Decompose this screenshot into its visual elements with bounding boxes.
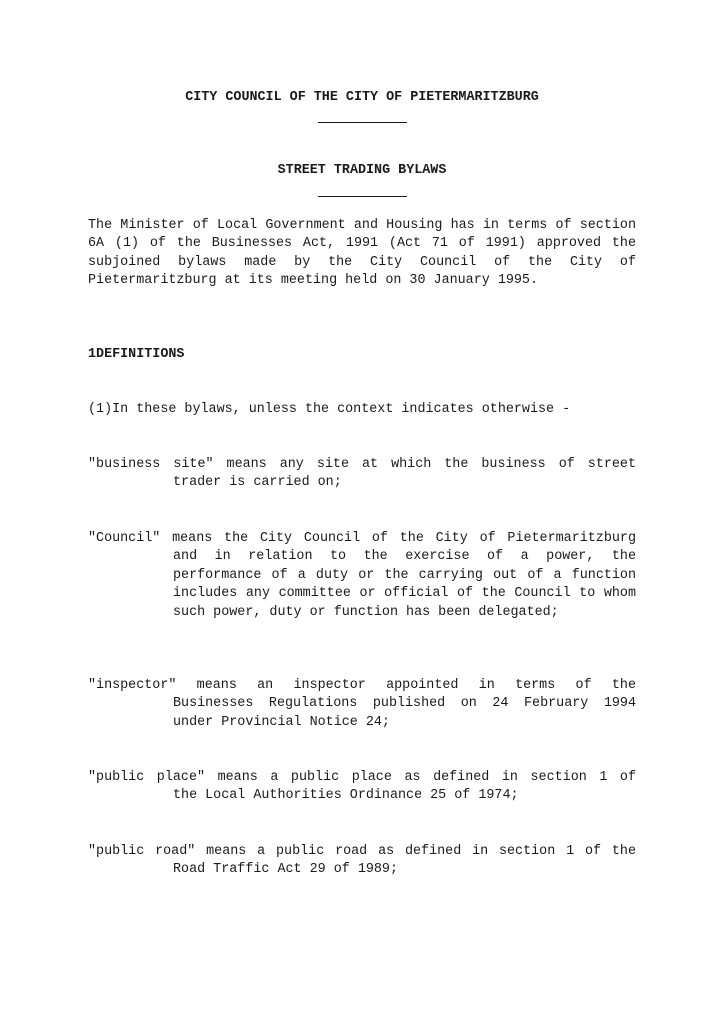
title-divider	[318, 122, 407, 123]
subtitle-divider	[318, 196, 407, 197]
definition-term-line: "business site" means any site at which the business of street	[88, 457, 636, 472]
definition-term-line: "public road" means a public road as defined in section 1 of the	[88, 844, 636, 859]
document-title: CITY COUNCIL OF THE CITY OF PIETERMARITZBURG	[185, 90, 539, 105]
definition-business-site	[88, 456, 636, 493]
definition-council	[88, 530, 636, 622]
document-subtitle: STREET TRADING BYLAWS	[277, 163, 447, 178]
definition-continuation: trader is carried on;	[173, 475, 342, 491]
definition-continuation: Road Traffic Act 29 of 1989;	[173, 862, 398, 878]
intro-paragraph: The Minister of Local Government and Housing has in terms of section 6A (1) of the Businesses Act, 1991 (Act 71 of 1991) approved the subjoined bylaws made by the City Council of the City of Pietermaritzburg at its meeting held on 30 January 1995.	[88, 218, 636, 289]
section-heading-definitions: 1DEFINITIONS	[88, 347, 185, 362]
definition-continuation: Businesses Regulations published on 24 February 1994 under Provincial Notice 24;	[173, 696, 636, 730]
definition-continuation: the Local Authorities Ordinance 25 of 1974;	[173, 788, 519, 804]
definition-term-line: "Council" means the City Council of the City of Pietermaritzburg	[88, 531, 636, 546]
definition-term-line: "inspector" means an inspector appointed in terms of the	[88, 678, 636, 693]
definition-inspector	[88, 677, 636, 732]
definition-public-road	[88, 843, 636, 880]
clause-text: (1)In these bylaws, unless the context indicates otherwise -	[88, 402, 571, 417]
definition-term-line: "public place" means a public place as defined in section 1 of	[88, 770, 636, 785]
definition-continuation: and in relation to the exercise of a power, the performance of a duty or the carrying out of a function includes any committee or official of the Council to whom such power, duty or function has been delegated;	[173, 549, 636, 620]
definition-public-place	[88, 769, 636, 806]
